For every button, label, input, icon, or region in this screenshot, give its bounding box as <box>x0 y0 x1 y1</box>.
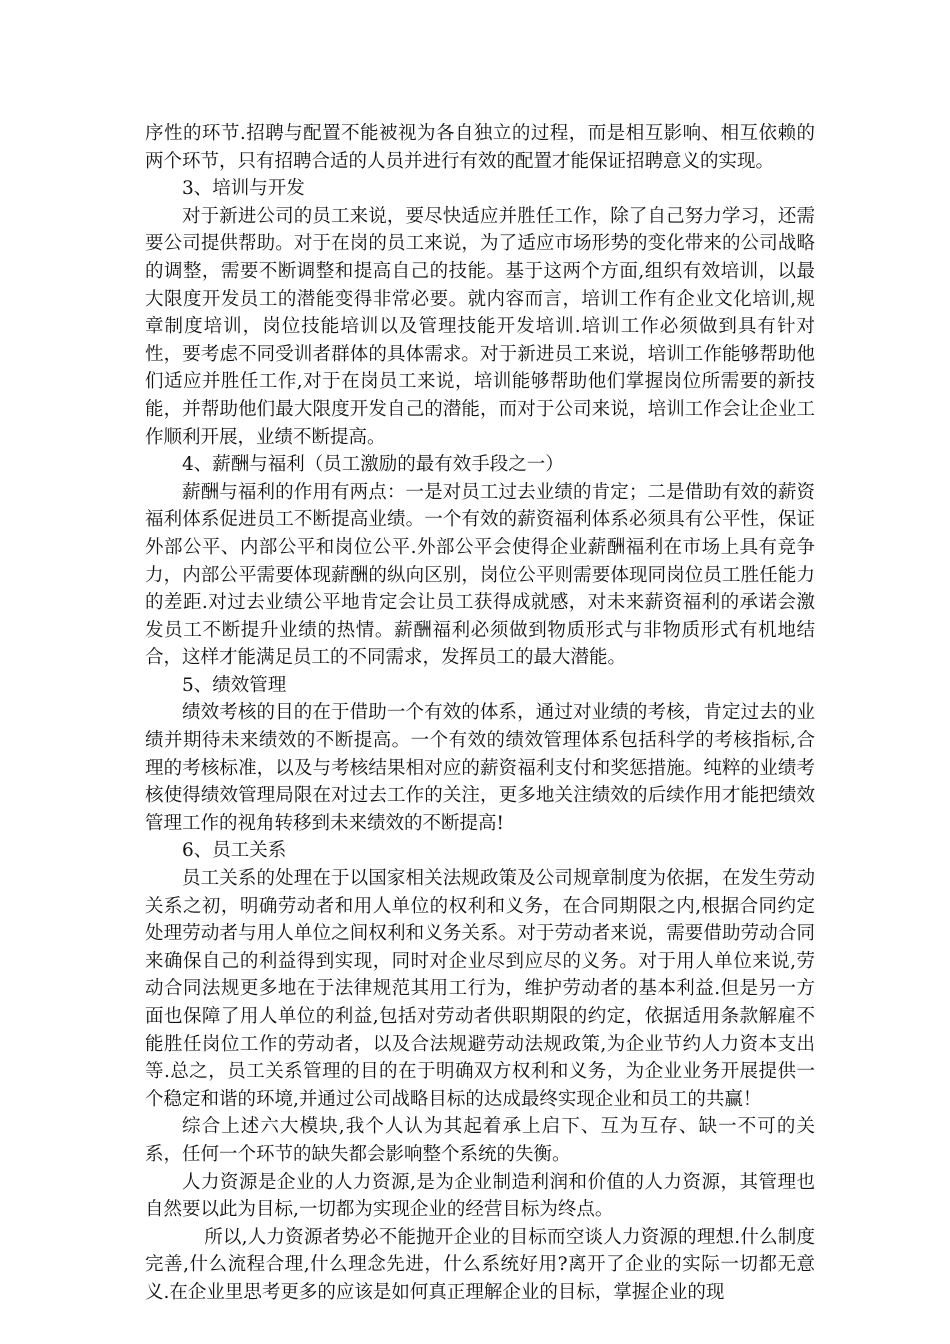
heading-employee-relations: 6、员工关系 <box>182 840 287 862</box>
heading-training: 3、培训与开发 <box>182 178 305 200</box>
heading-compensation: 4、薪酬与福利（员工激励的最有效手段之一） <box>182 454 564 476</box>
paragraph-recruitment-continuation: 序性的环节.招聘与配置不能被视为各自独立的过程，而是相互影响、相互依赖的两个环节，只有招聘合适的人员并进行有效的配置才能保证招聘意义的实现。 <box>145 123 815 172</box>
paragraph-hr-purpose: 人力资源是企业的人力资源,是为企业制造利润和价值的人力资源，其管理也自然要以此为目标,一切都为实现企业的经营目标为终点。 <box>145 1171 815 1221</box>
heading-performance: 5、绩效管理 <box>182 674 287 696</box>
paragraph-summary: 综合上述六大模块,我个人认为其起着承上启下、互为互存、缺一不可的关系，任何一个环节的缺失都会影响整个系统的失衡。 <box>145 1116 815 1165</box>
paragraph-conclusion: 所以,人力资源者势必不能抛开企业的目标而空谈人力资源的理想.什么制度完善,什么流程合理,什么理念先进，什么系统好用?离开了企业的实际一切都无意义.在企业里思考更多的应该是如何真正理解企业的目标，掌握企业的现 <box>145 1226 815 1303</box>
paragraph-performance: 绩效考核的目的在于借助一个有效的体系，通过对业绩的考核，肯定过去的业绩并期待未来绩效的不断提高。一个有效的绩效管理体系包括科学的考核指标,合理的考核标准，以及与考核结果相对应的薪资福利支付和奖惩措施。纯粹的业绩考核使得绩效管理局限在对过去工作的关注，更多地关注绩效的后续作用才能把绩效管理工作的视角转移到未来绩效的不断提高! <box>145 702 815 834</box>
document-body <box>145 120 815 1307</box>
paragraph-training: 对于新进公司的员工来说，要尽快适应并胜任工作，除了自己努力学习，还需要公司提供帮助。对于在岗的员工来说，为了适应市场形势的变化带来的公司战略的调整，需要不断调整和提高自己的技能。基于这两个方面,组织有效培训，以最大限度开发员工的潜能变得非常必要。就内容而言，培训工作有企业文化培训,规章制度培训，岗位技能培训以及管理技能开发培训.培训工作必须做到具有针对性，要考虑不同受训者群体的具体需求。对于新进员工来说，培训工作能够帮助他们适应并胜任工作,对于在岗员工来说，培训能够帮助他们掌握岗位所需要的新技能，并帮助他们最大限度开发自己的潜能，而对于公司来说，培训工作会让企业工作顺利开展，业绩不断提高。 <box>145 205 815 448</box>
paragraph-employee-relations: 员工关系的处理在于以国家相关法规政策及公司规章制度为依据，在发生劳动关系之初，明确劳动者和用人单位的权利和义务，在合同期限之内,根据合同约定处理劳动者与用人单位之间权利和义务关系。对于劳动者来说，需要借助劳动合同来确保自己的利益得到实现，同时对企业尽到应尽的义务。对于用人单位来说,劳动合同法规更多地在于法律规范其用工行为，维护劳动者的基本利益.但是另一方面也保障了用人单位的利益,包括对劳动者供职期限的约定，依据适用条款解雇不能胜任岗位工作的劳动者，以及合法规避劳动法规政策,为企业节约人力资本支出等.总之，员工关系管理的目的在于明确双方权利和义务，为企业业务开展提供一个稳定和谐的环境,并通过公司战略目标的达成最终实现企业和员工的共赢！ <box>145 868 815 1110</box>
paragraph-compensation: 薪酬与福利的作用有两点：一是对员工过去业绩的肯定；二是借助有效的薪资福利体系促进员工不断提高业绩。一个有效的薪资福利体系必须具有公平性，保证外部公平、内部公平和岗位公平.外部公平会使得企业薪酬福利在市场上具有竞争力，内部公平需要体现薪酬的纵向区别，岗位公平则需要体现同岗位员工胜任能力的差距.对过去业绩公平地肯定会让员工获得成就感，对未来薪资福利的承诺会激发员工不断提升业绩的热情。薪酬福利必须做到物质形式与非物质形式有机地结合，这样才能满足员工的不同需求，发挥员工的最大潜能。 <box>145 481 815 669</box>
